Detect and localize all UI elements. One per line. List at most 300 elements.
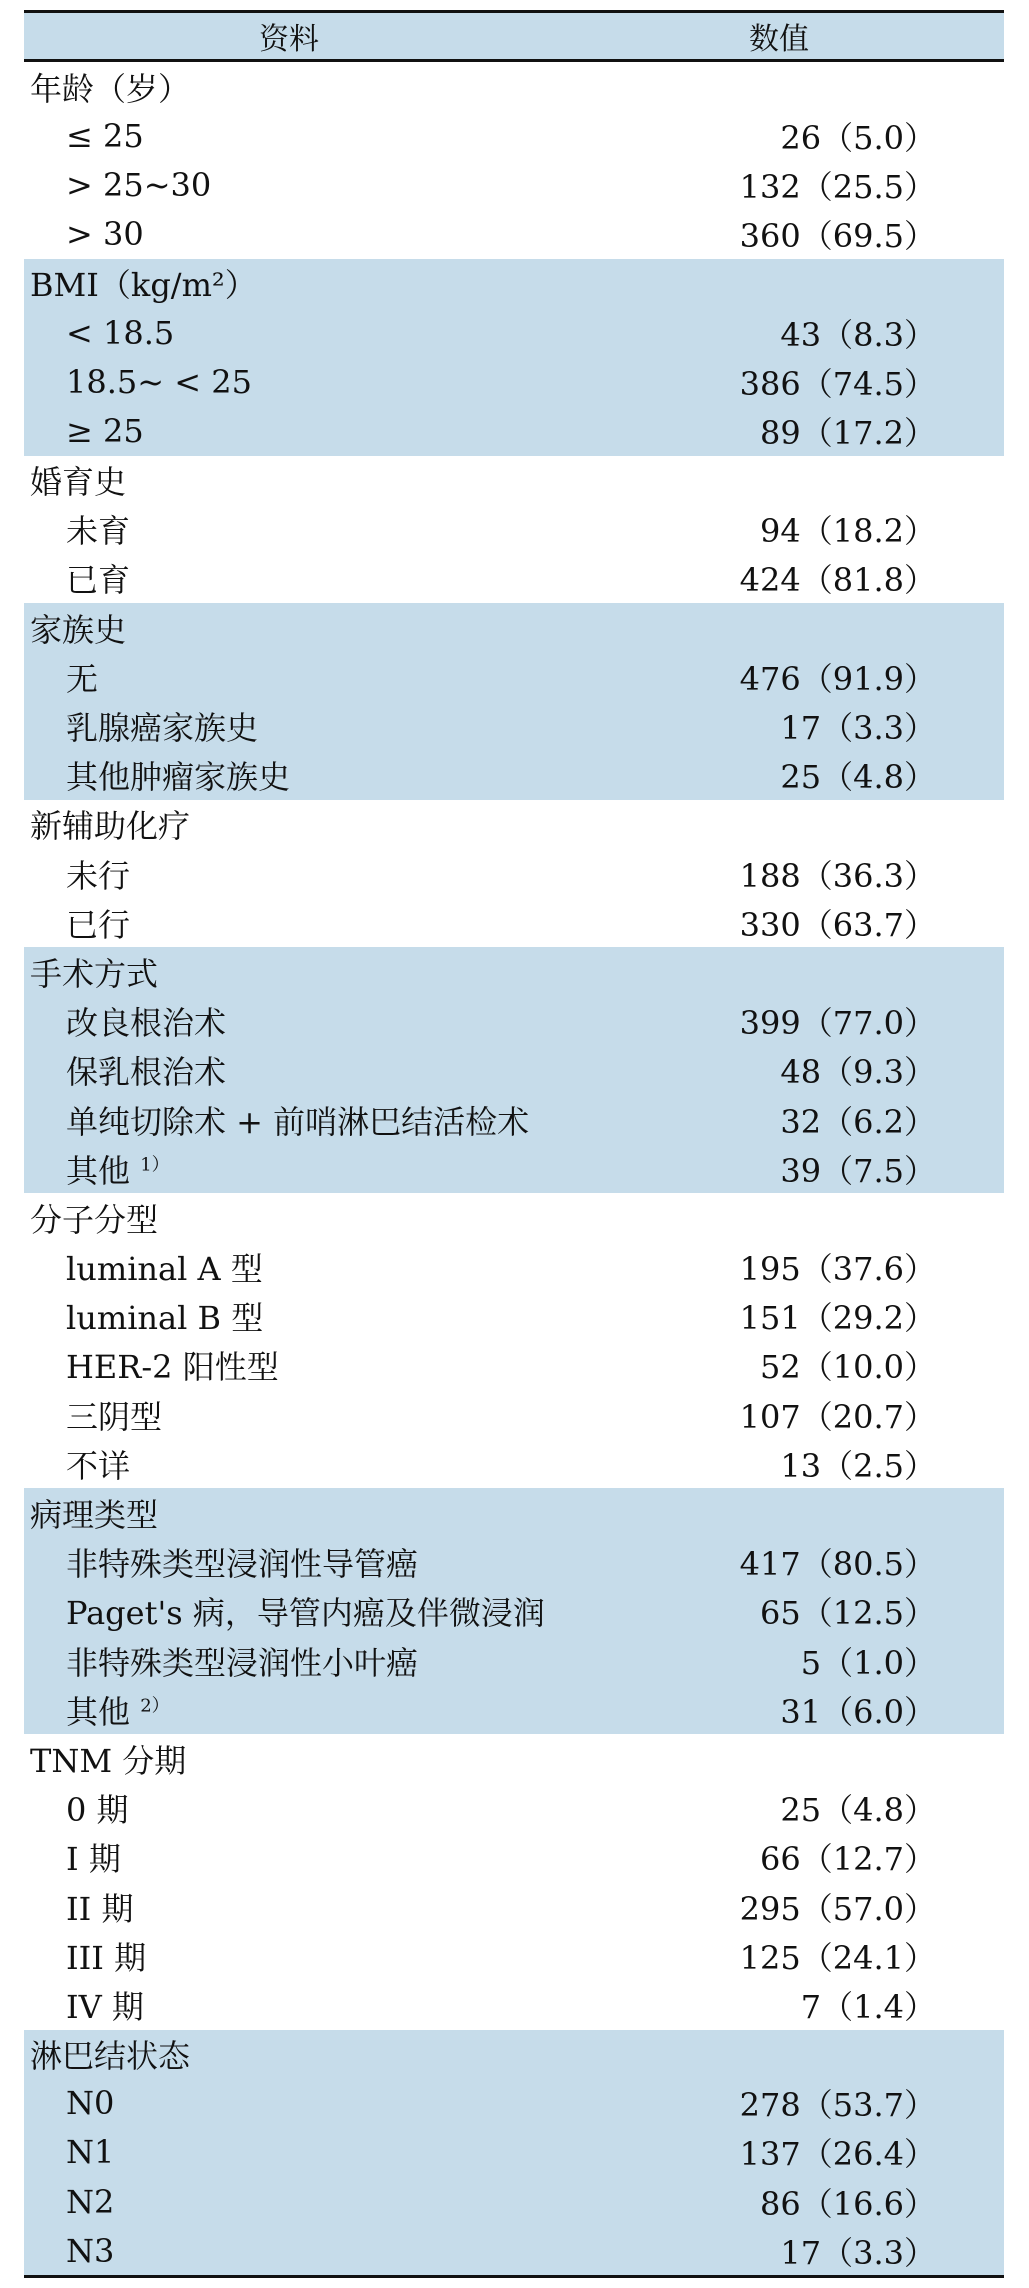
table-group	[24, 1488, 1004, 1734]
count-value: 386	[739, 364, 801, 403]
row-label-text: 0 期	[66, 1791, 129, 1830]
row-label	[24, 555, 706, 601]
paren-open: （	[821, 1151, 854, 1190]
row-label	[24, 1441, 706, 1487]
table-row	[24, 2079, 1004, 2128]
percent-value: 36.3	[832, 856, 904, 895]
count-value: 39	[780, 1151, 822, 1190]
data-table	[24, 10, 1004, 2278]
percent-value: 10.0	[832, 1348, 904, 1387]
paren-open: （	[800, 1545, 833, 1584]
row-value	[706, 1293, 936, 1339]
row-label-text: 非特殊类型浸润性小叶癌	[66, 1643, 419, 1682]
paren-close: ）	[903, 1299, 936, 1338]
table-row	[24, 751, 1004, 800]
row-label	[24, 1982, 706, 2028]
percent-value: 12.7	[832, 1840, 904, 1879]
table-row	[24, 1833, 1004, 1882]
paren-close: ）	[903, 1151, 936, 1190]
percent-value: 18.2	[832, 512, 904, 551]
row-value	[706, 1687, 936, 1733]
row-value	[706, 1982, 936, 2028]
percent-value: 1.0	[853, 1643, 904, 1682]
group-title: 年龄（岁）	[30, 69, 191, 108]
row-label	[24, 1884, 706, 1930]
count-value: 151	[739, 1299, 801, 1338]
paren-open: （	[821, 2233, 854, 2272]
header-col-value: 数值	[749, 22, 809, 57]
row-label	[24, 1244, 706, 1290]
count-value: 32	[780, 1102, 822, 1141]
group-title: 淋巴结状态	[30, 2037, 191, 2076]
row-label	[24, 1293, 706, 1339]
paren-close: ）	[903, 1889, 936, 1928]
row-label-text: < 18.5	[66, 313, 175, 352]
paren-close: ）	[903, 1643, 936, 1682]
row-value	[706, 1884, 936, 1930]
row-value	[706, 506, 936, 552]
group-title: 家族史	[30, 610, 127, 649]
row-label	[24, 363, 706, 401]
row-label-text: N0	[66, 2084, 115, 2123]
table-group	[24, 259, 1004, 456]
count-value: 31	[780, 1692, 822, 1731]
paren-close: ）	[903, 905, 936, 944]
paren-open: （	[800, 2135, 833, 2174]
paren-close: ）	[903, 2233, 936, 2272]
table-group	[24, 2030, 1004, 2276]
count-value: 25	[780, 758, 822, 797]
row-value	[706, 1392, 936, 1438]
percent-value: 20.7	[832, 1397, 904, 1436]
row-value	[706, 1146, 936, 1192]
paren-open: （	[800, 1889, 833, 1928]
row-label-text: I 期	[66, 1840, 121, 1879]
paren-close: ）	[903, 1102, 936, 1141]
paren-open: （	[800, 2184, 833, 2223]
count-value: 13	[780, 1446, 822, 1485]
row-label-text: 已育	[66, 561, 131, 600]
paren-close: ）	[903, 2135, 936, 2174]
percent-value: 7.5	[853, 1151, 904, 1190]
row-label-text: 改良根治术	[66, 1004, 227, 1043]
row-label	[24, 117, 706, 155]
row-label	[24, 998, 706, 1044]
group-title: BMI（kg/m²）	[30, 266, 257, 305]
row-label	[24, 2183, 706, 2221]
paren-open: （	[821, 1053, 854, 1092]
row-label-text: 无	[66, 659, 99, 698]
row-value	[706, 2228, 936, 2274]
row-label	[24, 851, 706, 897]
paren-close: ）	[903, 1692, 936, 1731]
row-label-text: Paget's 病，导管内癌及伴微浸润	[66, 1594, 545, 1633]
row-label-text: N1	[66, 2133, 115, 2172]
paren-open: （	[821, 315, 854, 354]
row-label-text: ≥ 25	[66, 411, 144, 450]
paren-open: （	[821, 1643, 854, 1682]
paren-open: （	[800, 856, 833, 895]
paren-open: （	[800, 1594, 833, 1633]
row-label-text: > 30	[66, 215, 144, 254]
table-row	[24, 1390, 1004, 1439]
count-value: 5	[800, 1643, 822, 1682]
count-value: 25	[780, 1791, 822, 1830]
row-label-text: 其他肿瘤家族史	[66, 758, 291, 797]
paren-open: （	[821, 1102, 854, 1141]
percent-value: 2.5	[853, 1446, 904, 1485]
paren-open: （	[800, 1397, 833, 1436]
group-title: 病理类型	[30, 1496, 159, 1535]
paren-close: ）	[903, 167, 936, 206]
paren-close: ）	[903, 315, 936, 354]
row-label	[24, 1588, 706, 1634]
paren-open: （	[821, 118, 854, 157]
row-value	[706, 1588, 936, 1634]
group-title-row	[24, 1193, 1004, 1242]
paren-open: （	[800, 1299, 833, 1338]
row-label-text: 单纯切除术 + 前哨淋巴结活检术	[66, 1102, 530, 1141]
group-title: 婚育史	[30, 463, 127, 502]
row-label	[24, 1047, 706, 1093]
table-body	[24, 62, 1004, 2275]
paren-open: （	[800, 413, 833, 452]
row-label-text: ≤ 25	[66, 116, 144, 155]
count-value: 65	[760, 1594, 801, 1633]
row-label-text: III 期	[66, 1938, 147, 1977]
table-row	[24, 210, 1004, 259]
paren-close: ）	[903, 1053, 936, 1092]
table-row	[24, 1144, 1004, 1193]
row-value	[706, 1244, 936, 1290]
footnote-marker: 1）	[140, 1154, 170, 1176]
paren-close: ）	[903, 512, 936, 551]
row-label	[24, 1834, 706, 1880]
row-value	[706, 1933, 936, 1979]
group-title-row	[24, 259, 1004, 308]
table-group	[24, 603, 1004, 800]
count-value: 48	[780, 1053, 822, 1092]
row-value	[706, 900, 936, 946]
header-col-item: 资料	[259, 22, 319, 57]
group-title-row	[24, 456, 1004, 505]
percent-value: 77.0	[832, 1004, 904, 1043]
paren-open: （	[821, 1692, 854, 1731]
paren-close: ）	[903, 1250, 936, 1289]
paren-open: （	[800, 2086, 833, 2125]
paren-open: （	[800, 217, 833, 256]
percent-value: 57.0	[832, 1889, 904, 1928]
count-value: 360	[739, 217, 801, 256]
row-value	[706, 359, 936, 405]
paren-close: ）	[903, 2184, 936, 2223]
table-row	[24, 701, 1004, 750]
row-value	[706, 851, 936, 897]
table-row	[24, 1931, 1004, 1980]
count-value: 424	[739, 561, 801, 600]
paren-close: ）	[903, 364, 936, 403]
footnote-marker: 2）	[140, 1695, 170, 1717]
percent-value: 29.2	[832, 1299, 904, 1338]
paren-open: （	[800, 905, 833, 944]
row-label	[24, 412, 706, 450]
table-row	[24, 1243, 1004, 1292]
row-value	[706, 2179, 936, 2225]
row-label-text: 保乳根治术	[66, 1053, 227, 1092]
row-label	[24, 1342, 706, 1388]
table-row	[24, 898, 1004, 947]
group-title: TNM 分期	[30, 1741, 187, 1780]
paren-close: ）	[903, 1004, 936, 1043]
group-title: 手术方式	[30, 954, 159, 993]
paren-close: ）	[903, 1840, 936, 1879]
table-row	[24, 1980, 1004, 2029]
percent-value: 8.3	[853, 315, 904, 354]
row-label	[24, 1146, 706, 1192]
table-row	[24, 2226, 1004, 2275]
bottom-rule	[24, 2275, 1004, 2278]
group-title-row	[24, 947, 1004, 996]
row-label-text: luminal A 型	[66, 1250, 263, 1289]
row-label	[24, 703, 706, 749]
count-value: 107	[739, 1397, 801, 1436]
count-value: 43	[780, 315, 822, 354]
percent-value: 17.2	[832, 413, 904, 452]
row-value	[706, 1097, 936, 1143]
table-row	[24, 1685, 1004, 1734]
row-value	[706, 1785, 936, 1831]
table-row	[24, 111, 1004, 160]
table-row	[24, 1538, 1004, 1587]
table-row	[24, 1292, 1004, 1341]
table-group	[24, 800, 1004, 948]
row-value	[706, 1342, 936, 1388]
count-value: 278	[739, 2086, 801, 2125]
row-label	[24, 1097, 706, 1143]
percent-value: 1.4	[853, 1987, 904, 2026]
row-value	[706, 1638, 936, 1684]
row-label	[24, 2133, 706, 2171]
row-value	[706, 1539, 936, 1585]
paren-open: （	[821, 758, 854, 797]
paren-close: ）	[903, 758, 936, 797]
row-label-text: N2	[66, 2182, 115, 2221]
count-value: 17	[780, 2233, 822, 2272]
percent-value: 16.6	[832, 2184, 904, 2223]
paren-open: （	[800, 512, 833, 551]
row-label	[24, 900, 706, 946]
row-label-text: N3	[66, 2231, 115, 2270]
percent-value: 80.5	[832, 1545, 904, 1584]
group-title-row	[24, 1488, 1004, 1537]
paren-open: （	[821, 709, 854, 748]
paren-close: ）	[903, 1987, 936, 2026]
paren-close: ）	[903, 561, 936, 600]
paren-close: ）	[903, 1397, 936, 1436]
paren-open: （	[800, 364, 833, 403]
row-value	[706, 1441, 936, 1487]
row-value	[706, 1834, 936, 1880]
table-row	[24, 2128, 1004, 2177]
table-row	[24, 505, 1004, 554]
table-row	[24, 2177, 1004, 2226]
percent-value: 4.8	[853, 1791, 904, 1830]
paren-open: （	[800, 1840, 833, 1879]
percent-value: 26.4	[832, 2135, 904, 2174]
paren-close: ）	[903, 1545, 936, 1584]
table-row	[24, 1439, 1004, 1488]
paren-close: ）	[903, 709, 936, 748]
count-value: 17	[780, 709, 822, 748]
group-title-row	[24, 1734, 1004, 1783]
percent-value: 63.7	[832, 905, 904, 944]
count-value: 295	[739, 1889, 801, 1928]
percent-value: 3.3	[853, 709, 904, 748]
row-label	[24, 1392, 706, 1438]
row-value	[706, 1047, 936, 1093]
row-label-text: > 25~30	[66, 165, 212, 204]
table-row	[24, 1784, 1004, 1833]
table-row	[24, 554, 1004, 603]
row-label-text: HER-2 阳性型	[66, 1348, 279, 1387]
row-label-text: II 期	[66, 1889, 134, 1928]
paren-close: ）	[903, 1594, 936, 1633]
count-value: 476	[739, 659, 801, 698]
row-value	[706, 408, 936, 454]
count-value: 417	[739, 1545, 801, 1584]
paren-open: （	[800, 167, 833, 206]
group-title-row	[24, 62, 1004, 111]
paren-open: （	[800, 1348, 833, 1387]
row-value	[706, 211, 936, 257]
percent-value: 6.0	[853, 1692, 904, 1731]
paren-close: ）	[903, 1938, 936, 1977]
row-label-text: 未育	[66, 512, 131, 551]
count-value: 89	[760, 413, 801, 452]
paren-open: （	[800, 659, 833, 698]
percent-value: 24.1	[832, 1938, 904, 1977]
paren-close: ）	[903, 118, 936, 157]
row-label	[24, 166, 706, 204]
row-value	[706, 654, 936, 700]
table-row	[24, 1095, 1004, 1144]
percent-value: 37.6	[832, 1250, 904, 1289]
row-label	[24, 752, 706, 798]
count-value: 132	[739, 167, 801, 206]
paren-close: ）	[903, 2086, 936, 2125]
count-value: 66	[760, 1840, 801, 1879]
row-value	[706, 113, 936, 159]
table-group	[24, 456, 1004, 604]
row-label	[24, 314, 706, 352]
row-label	[24, 2232, 706, 2270]
row-value	[706, 998, 936, 1044]
row-label	[24, 1785, 706, 1831]
count-value: 195	[739, 1250, 801, 1289]
table-row	[24, 1882, 1004, 1931]
row-label	[24, 1539, 706, 1585]
row-label	[24, 1933, 706, 1979]
row-label	[24, 1638, 706, 1684]
paren-open: （	[800, 1250, 833, 1289]
percent-value: 91.9	[832, 659, 904, 698]
group-title-row	[24, 2030, 1004, 2079]
paren-open: （	[800, 561, 833, 600]
group-title-row	[24, 603, 1004, 652]
paren-close: ）	[903, 1348, 936, 1387]
table-row	[24, 1046, 1004, 1095]
paren-close: ）	[903, 217, 936, 256]
paren-open: （	[800, 1938, 833, 1977]
paren-open: （	[821, 1987, 854, 2026]
table-group	[24, 1193, 1004, 1488]
count-value: 26	[780, 118, 822, 157]
count-value: 188	[739, 856, 801, 895]
row-label-text: 其他	[66, 1151, 131, 1190]
row-value	[706, 752, 936, 798]
table-row	[24, 357, 1004, 406]
table-row	[24, 160, 1004, 209]
row-value	[706, 162, 936, 208]
paren-open: （	[800, 1004, 833, 1043]
row-value	[706, 703, 936, 749]
paren-open: （	[821, 1791, 854, 1830]
group-title-row	[24, 800, 1004, 849]
table-header	[24, 13, 1004, 59]
table-group	[24, 1734, 1004, 2029]
percent-value: 4.8	[853, 758, 904, 797]
count-value: 137	[739, 2135, 801, 2174]
row-label-text: 不详	[66, 1446, 131, 1485]
table-row	[24, 849, 1004, 898]
table-row	[24, 997, 1004, 1046]
percent-value: 81.8	[832, 561, 904, 600]
table-group	[24, 947, 1004, 1193]
percent-value: 9.3	[853, 1053, 904, 1092]
percent-value: 6.2	[853, 1102, 904, 1141]
table-row	[24, 308, 1004, 357]
group-title: 分子分型	[30, 1200, 159, 1239]
percent-value: 3.3	[853, 2233, 904, 2272]
count-value: 52	[760, 1348, 801, 1387]
table-row	[24, 652, 1004, 701]
group-title: 新辅助化疗	[30, 807, 191, 846]
paren-open: （	[821, 1446, 854, 1485]
paren-close: ）	[903, 1791, 936, 1830]
table-row	[24, 1341, 1004, 1390]
row-label-text: 18.5~ < 25	[66, 362, 252, 401]
row-label-text: 已行	[66, 905, 131, 944]
row-label	[24, 506, 706, 552]
row-label-text: 乳腺癌家族史	[66, 709, 259, 748]
row-label-text: 非特殊类型浸润性导管癌	[66, 1545, 419, 1584]
count-value: 125	[739, 1938, 801, 1977]
paren-close: ）	[903, 413, 936, 452]
count-value: 399	[739, 1004, 801, 1043]
paren-close: ）	[903, 1446, 936, 1485]
row-value	[706, 555, 936, 601]
row-label	[24, 654, 706, 700]
table-group	[24, 62, 1004, 259]
row-value	[706, 310, 936, 356]
row-label	[24, 215, 706, 253]
percent-value: 25.5	[832, 167, 904, 206]
row-label-text: luminal B 型	[66, 1299, 264, 1338]
row-value	[706, 2080, 936, 2126]
row-label	[24, 1687, 706, 1733]
row-label-text: IV 期	[66, 1987, 144, 2026]
count-value: 86	[760, 2184, 801, 2223]
